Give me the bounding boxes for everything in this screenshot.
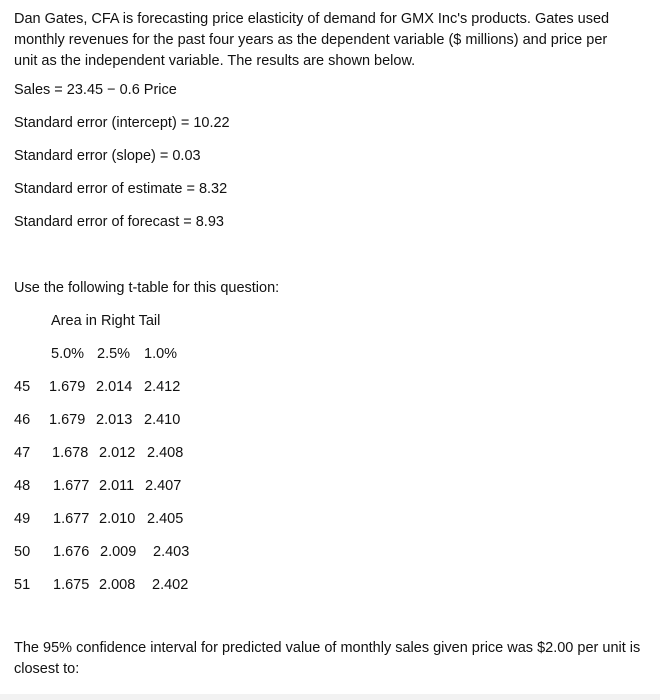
t-table-value: 1.676 [53,544,90,560]
bottom-divider [0,694,660,700]
t-table-value: 1.677 [53,511,90,527]
t-table-value: 2.008 [99,577,136,593]
t-table-caption: Area in Right Tail [51,313,161,329]
t-table-header-2-5pct: 2.5% [97,346,131,362]
t-table-value: 2.410 [144,412,181,428]
t-table-value: 1.679 [49,379,86,395]
regression-equation: Sales = 23.45 − 0.6 Price [14,82,177,98]
t-table-value: 2.013 [96,412,133,428]
question-text: The 95% confidence interval for predicted value of monthly sales given price was $2.00 per unit is closest to: [14,640,641,677]
t-table-df: 51 [14,577,31,593]
t-table-value: 1.677 [53,478,90,494]
t-table-value: 2.412 [144,379,181,395]
t-table-df: 45 [14,379,31,395]
t-table-df: 47 [14,445,31,461]
t-table-value: 1.678 [52,445,89,461]
t-table-value: 2.012 [99,445,136,461]
table-prompt: Use the following t-table for this question: [14,280,280,296]
t-table-value: 1.675 [53,577,90,593]
se-forecast: Standard error of forecast = 8.93 [14,214,224,230]
t-table-value: 2.403 [153,544,190,560]
t-table-value: 2.405 [147,511,184,527]
t-table-value: 2.009 [100,544,137,560]
t-table-header-1pct: 1.0% [144,346,178,362]
se-intercept: Standard error (intercept) = 10.22 [14,115,230,131]
t-table-value: 2.011 [99,478,135,494]
t-table-value: 2.408 [147,445,184,461]
t-table-df: 48 [14,478,31,494]
t-table-df: 50 [14,544,31,560]
t-table-value: 2.402 [152,577,189,593]
t-table-value: 1.679 [49,412,86,428]
t-table-value: 2.010 [99,511,136,527]
t-table-value: 2.407 [145,478,182,494]
se-estimate: Standard error of estimate = 8.32 [14,181,228,197]
t-table-header-5pct: 5.0% [51,346,85,362]
t-table-df: 49 [14,511,31,527]
se-slope: Standard error (slope) = 0.03 [14,148,201,164]
t-table-value: 2.014 [96,379,133,395]
t-table-df: 46 [14,412,31,428]
intro-paragraph: Dan Gates, CFA is forecasting price elasticity of demand for GMX Inc's products. Gates used monthly revenues for the past four years as the dependent variable ($ millions) and price per unit as the independent variable. The results are shown below. [14,11,610,69]
